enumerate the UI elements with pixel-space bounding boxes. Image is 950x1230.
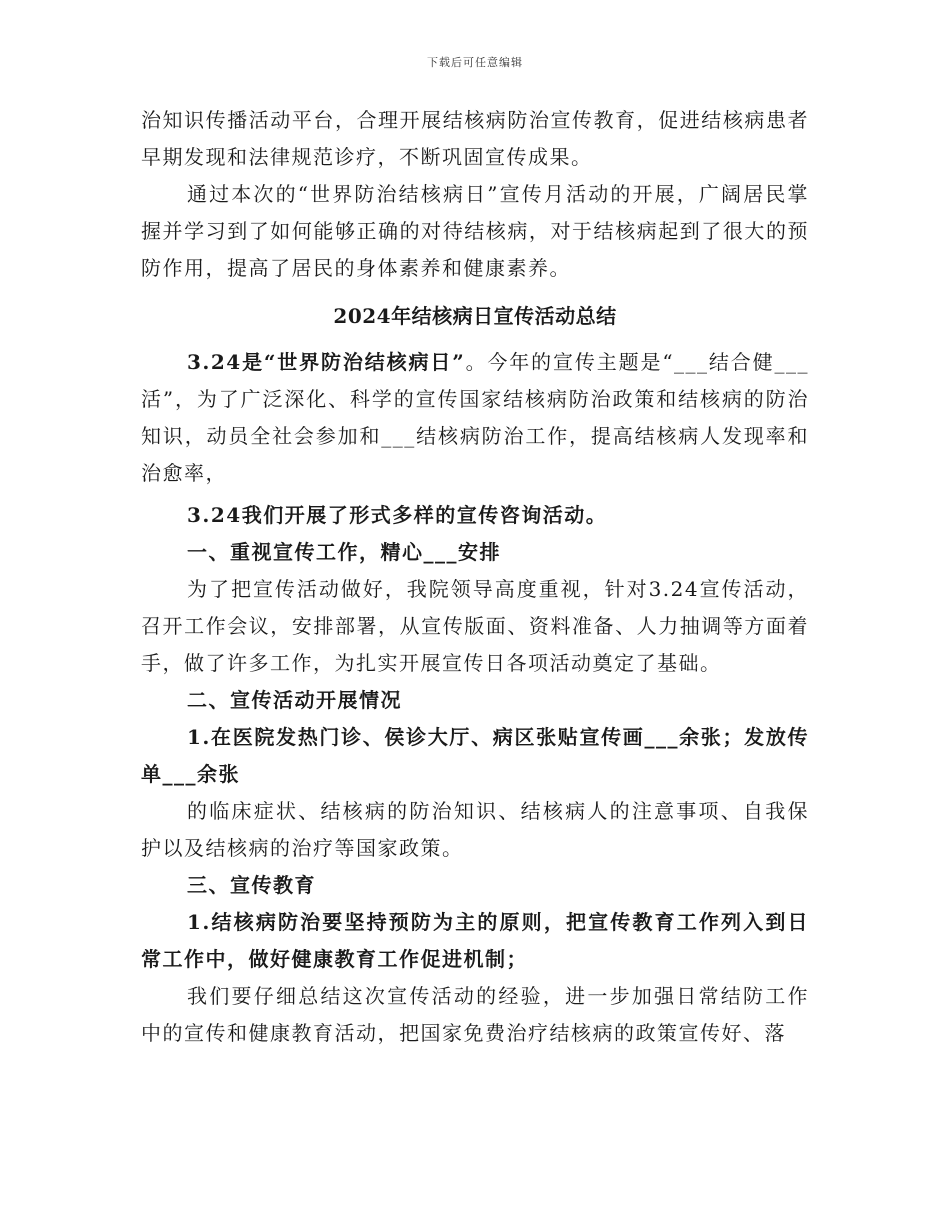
paragraph-6: 1.在医院发热门诊、侯诊大厅、病区张贴宣传画___余张；发放传单___余张 <box>141 725 809 786</box>
paragraph-1: 治知识传播活动平台，合理开展结核病防治宣传教育，促进结核病患者早期发现和法律规范诊疗，不断巩固宣传成果。 <box>141 108 809 169</box>
paragraph-4: 3.24我们开展了形式多样的宣传咨询活动。 <box>187 503 608 527</box>
heading-3: 三、宣传教育 <box>187 873 316 897</box>
paragraph-3-rest: 。今年的宣传主题是“___结合健___活”，为了广泛深化、科学的宣传国家结核病防治政策和结核病的防治知识，动员全社会参加和___结核病防治工作，提高结核病人发现率和治愈率， <box>141 350 809 485</box>
paragraph-8: 1.结核病防治要坚持预防为主的原则，把宣传教育工作列入到日常工作中，做好健康教育工作促进机制； <box>141 910 809 971</box>
paragraph-2: 通过本次的“世界防治结核病日”宣传月活动的开展，广阔居民掌握并学习到了如何能够正确的对待结核病，对于结核病起到了很大的预防作用，提高了居民的身体素养和健康素养。 <box>141 182 809 280</box>
paragraph-3-bold: 3.24是“世界防治结核病日” <box>187 350 466 374</box>
page-header: 下载后可任意编辑 <box>427 56 523 69</box>
paragraph-9: 我们要仔细总结这次宣传活动的经验，进一步加强日常结防工作中的宣传和健康教育活动，把国家免费治疗结核病的政策宣传好、落 <box>141 984 809 1045</box>
paragraph-3 <box>141 344 809 492</box>
paragraph-5: 为了把宣传活动做好，我院领导高度重视，针对3.24宣传活动，召开工作会议，安排部署，从宣传版面、资料准备、人力抽调等方面着手，做了许多工作，为扎实开展宣传日各项活动奠定了基础。 <box>141 577 809 675</box>
paragraph-7: 的临床症状、结核病的防治知识、结核病人的注意事项、自我保护以及结核病的治疗等国家政策。 <box>141 799 809 860</box>
document-title: 2024年结核病日宣传活动总结 <box>333 304 617 328</box>
heading-1: 一、重视宣传工作，精心___安排 <box>187 540 501 564</box>
heading-2: 二、宣传活动开展情况 <box>187 688 402 712</box>
document-body <box>141 102 809 1052</box>
